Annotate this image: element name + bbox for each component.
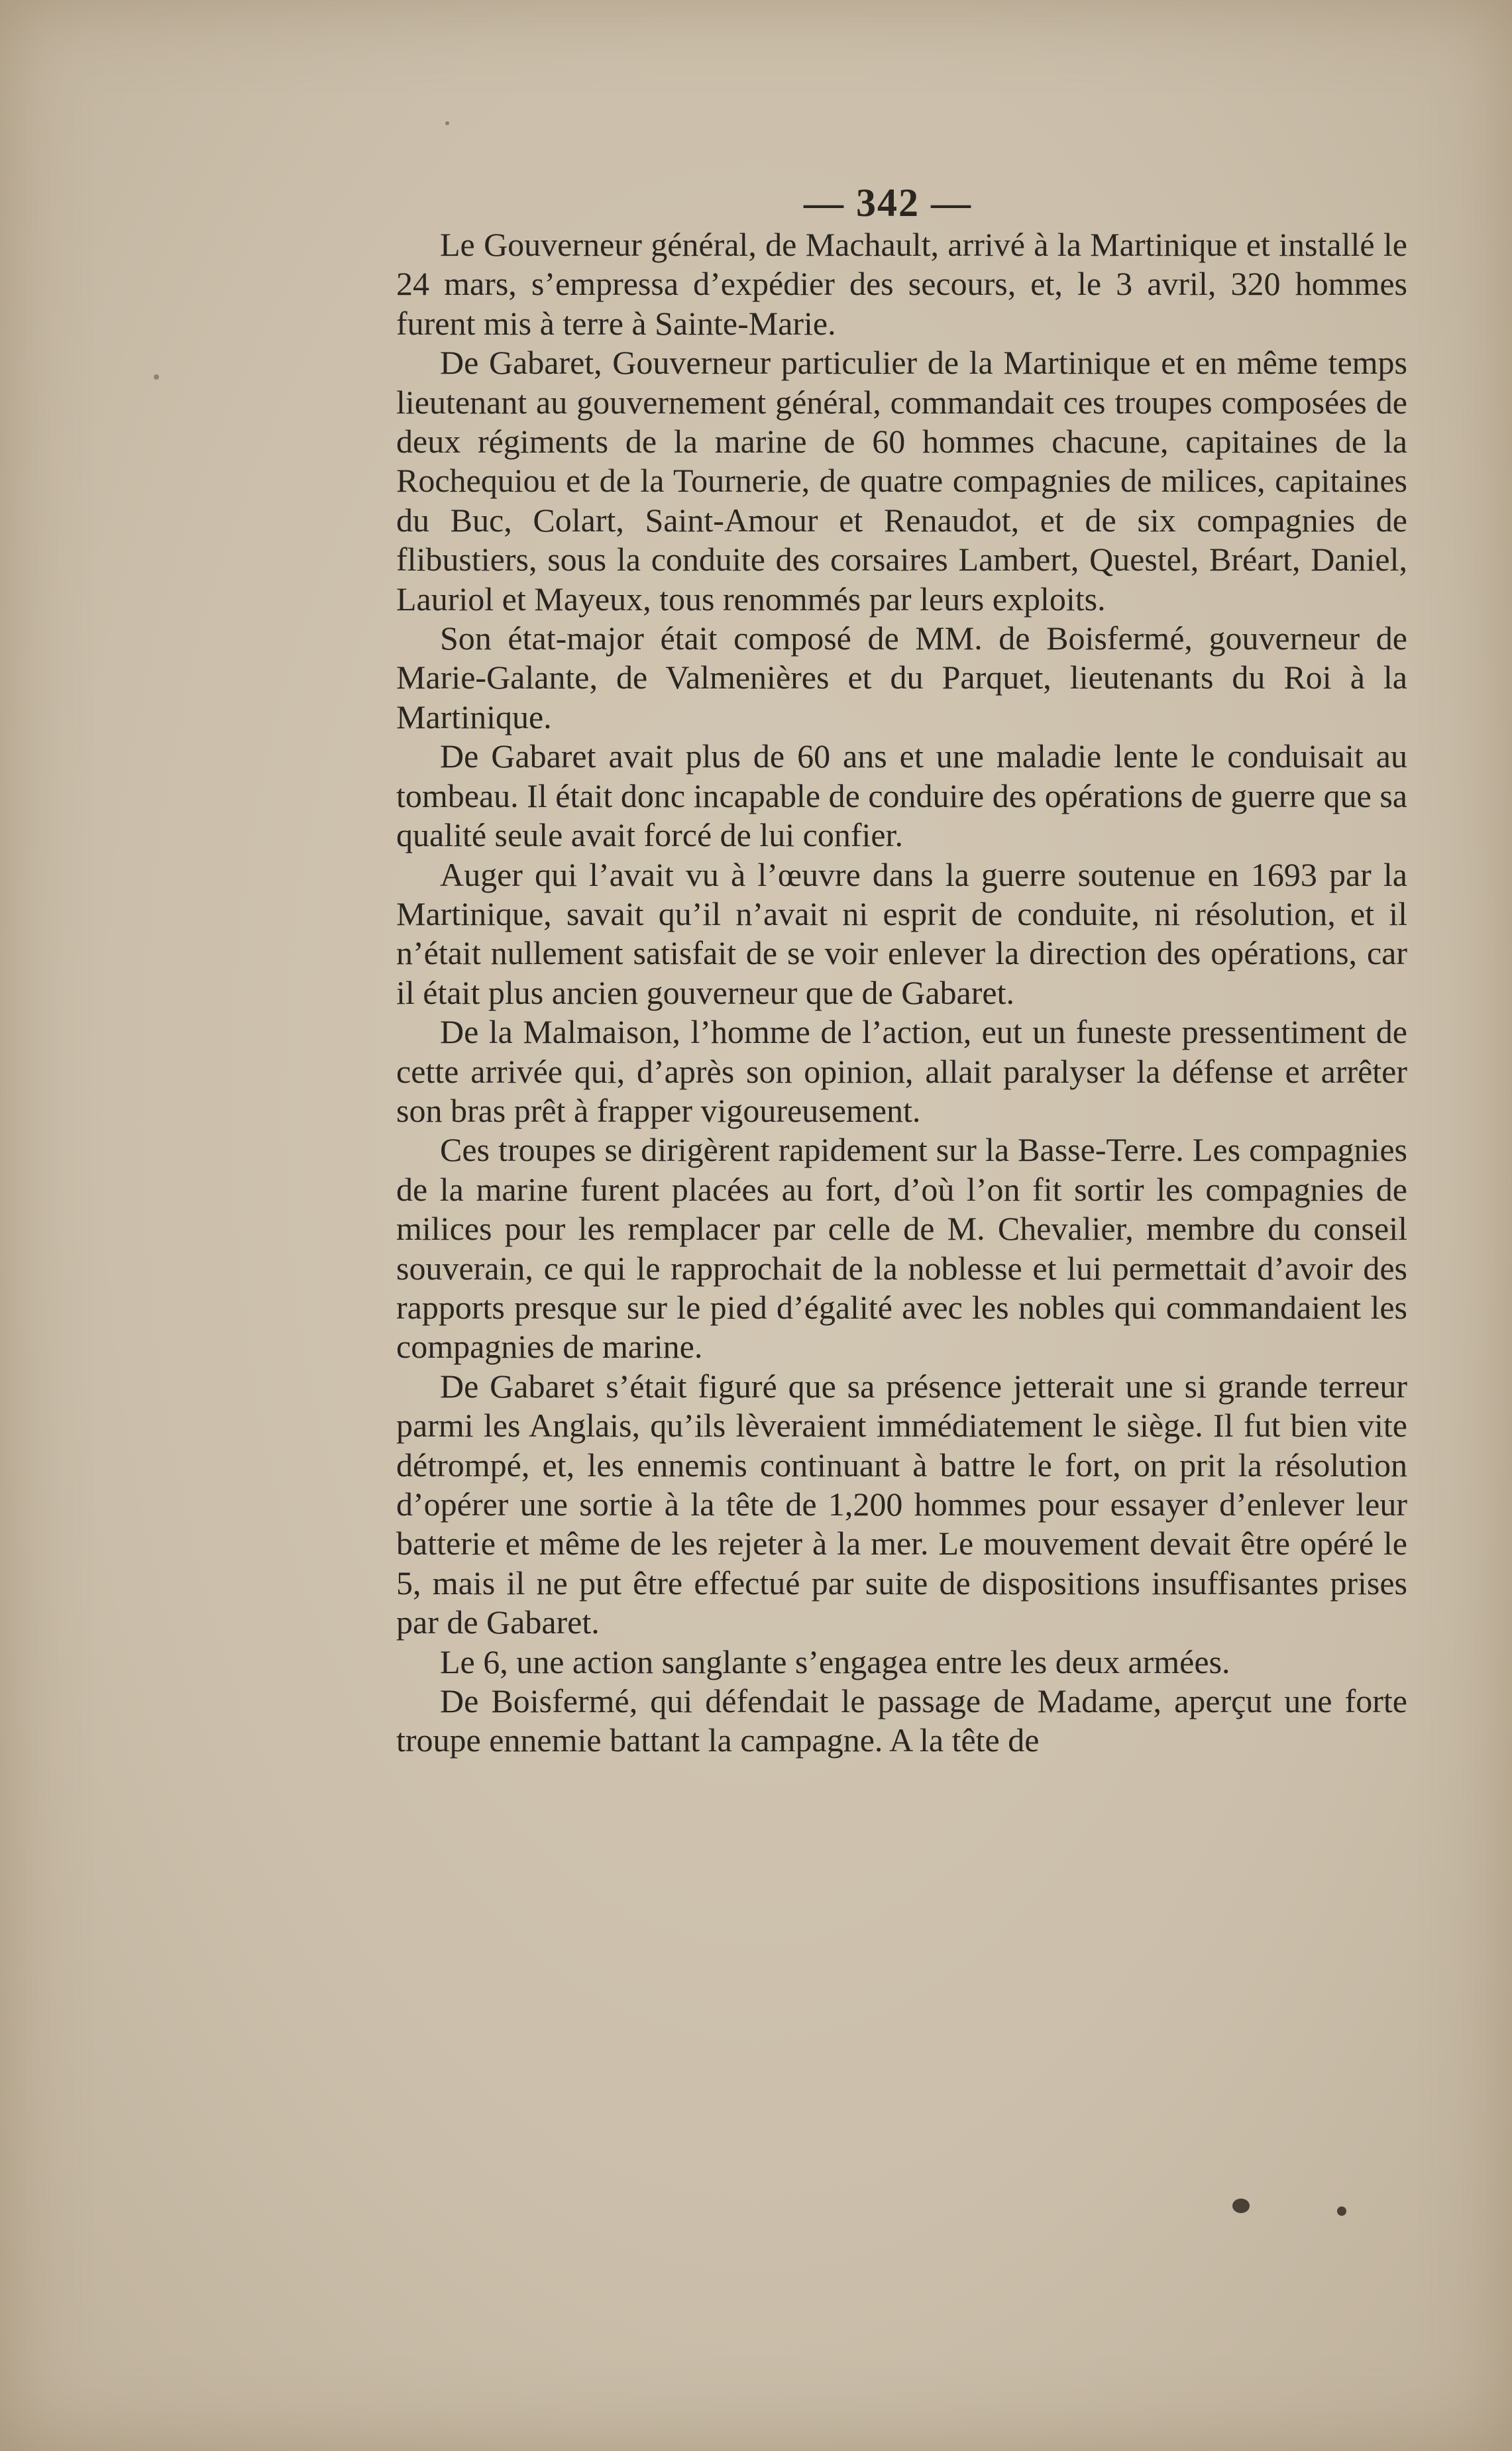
ink-speck [1337, 2206, 1346, 2216]
body-text [396, 225, 1407, 1761]
paragraph-1: Le Gouverneur général, de Machault, arrivé à la Martinique et installé le 24 mars, s’empressa d’expédier des secours, et, le 3 avril, 320 hommes furent mis à terre à Sainte-Marie. [396, 226, 1407, 342]
paragraph-6: De la Malmaison, l’homme de l’action, eut un funeste pressentiment de cette arrivée qui, d’après son opinion, allait paralyser la défense et arrêter son bras prêt à frapper vigoureusement. [396, 1013, 1407, 1129]
ink-speck [1232, 2199, 1250, 2213]
paragraph-3: Son état-major était composé de MM. de Boisfermé, gouverneur de Marie-Galante, de Valmenières et du Parquet, lieutenants du Roi à la Martinique. [396, 620, 1407, 735]
paragraph-7: Ces troupes se dirigèrent rapidement sur la Basse-Terre. Les compagnies de la marine furent placées au fort, d’où l’on fit sortir les compagnies de milices pour les remplacer par celle de M. Chevalier, membre du conseil souverain, ce qui le rapprochait de la noblesse et lui permettait d’avoir des rapports presque sur le pied d’égalité avec les nobles qui commandaient les compagnies de marine. [396, 1131, 1407, 1366]
paragraph-8: De Gabaret s’était figuré que sa présence jetterait une si grande terreur parmi les Anglais, qu’ils lèveraient immédiatement le siège. Il fut bien vite détrompé, et, les ennemis continuant à battre le fort, on prit la résolution d’opérer une sortie à la tête de 1,200 hommes pour essayer d’enlever leur batterie et même de les rejeter à la mer. Le mouvement devait être opéré le 5, mais il ne put être effectué par suite de dispositions insuffisantes prises par de Gabaret. [396, 1367, 1407, 1641]
paragraph-5: Auger qui l’avait vu à l’œuvre dans la guerre soutenue en 1693 par la Martinique, savait qu’il n’avait ni esprit de conduite, ni résolution, et il n’était nullement satisfait de se voir enlever la direction des opérations, car il était plus ancien gouverneur que de Gabaret. [396, 855, 1407, 1011]
ink-speck [154, 374, 159, 380]
paragraph-2: De Gabaret, Gouverneur particulier de la Martinique et en même temps lieutenant au gouvernement général, commandait ces troupes composées de deux régiments de la marine de 60 hommes chacune, capitaines de la Rochequiou et de la Tournerie, de quatre compagnies de milices, capitaines du Buc, Colart, Saint-Amour et Renaudot, et de six compagnies de flibustiers, sous la conduite des corsaires Lambert, Questel, Bréart, Daniel, Lauriol et Mayeux, tous renommés par leurs exploits. [396, 344, 1407, 618]
page-number: — 342 — [804, 181, 972, 225]
ink-speck [445, 121, 449, 125]
paragraph-9: Le 6, une action sanglante s’engagea entre les deux armées. [440, 1643, 1230, 1680]
paragraph-10: De Boisfermé, qui défendait le passage de Madame, aperçut une forte troupe ennemie battant la campagne. A la tête de [396, 1682, 1407, 1759]
paragraph-4: De Gabaret avait plus de 60 ans et une maladie lente le conduisait au tombeau. Il était donc incapable de conduire des opérations de guerre que sa qualité seule avait forcé de lui confier. [396, 737, 1407, 854]
